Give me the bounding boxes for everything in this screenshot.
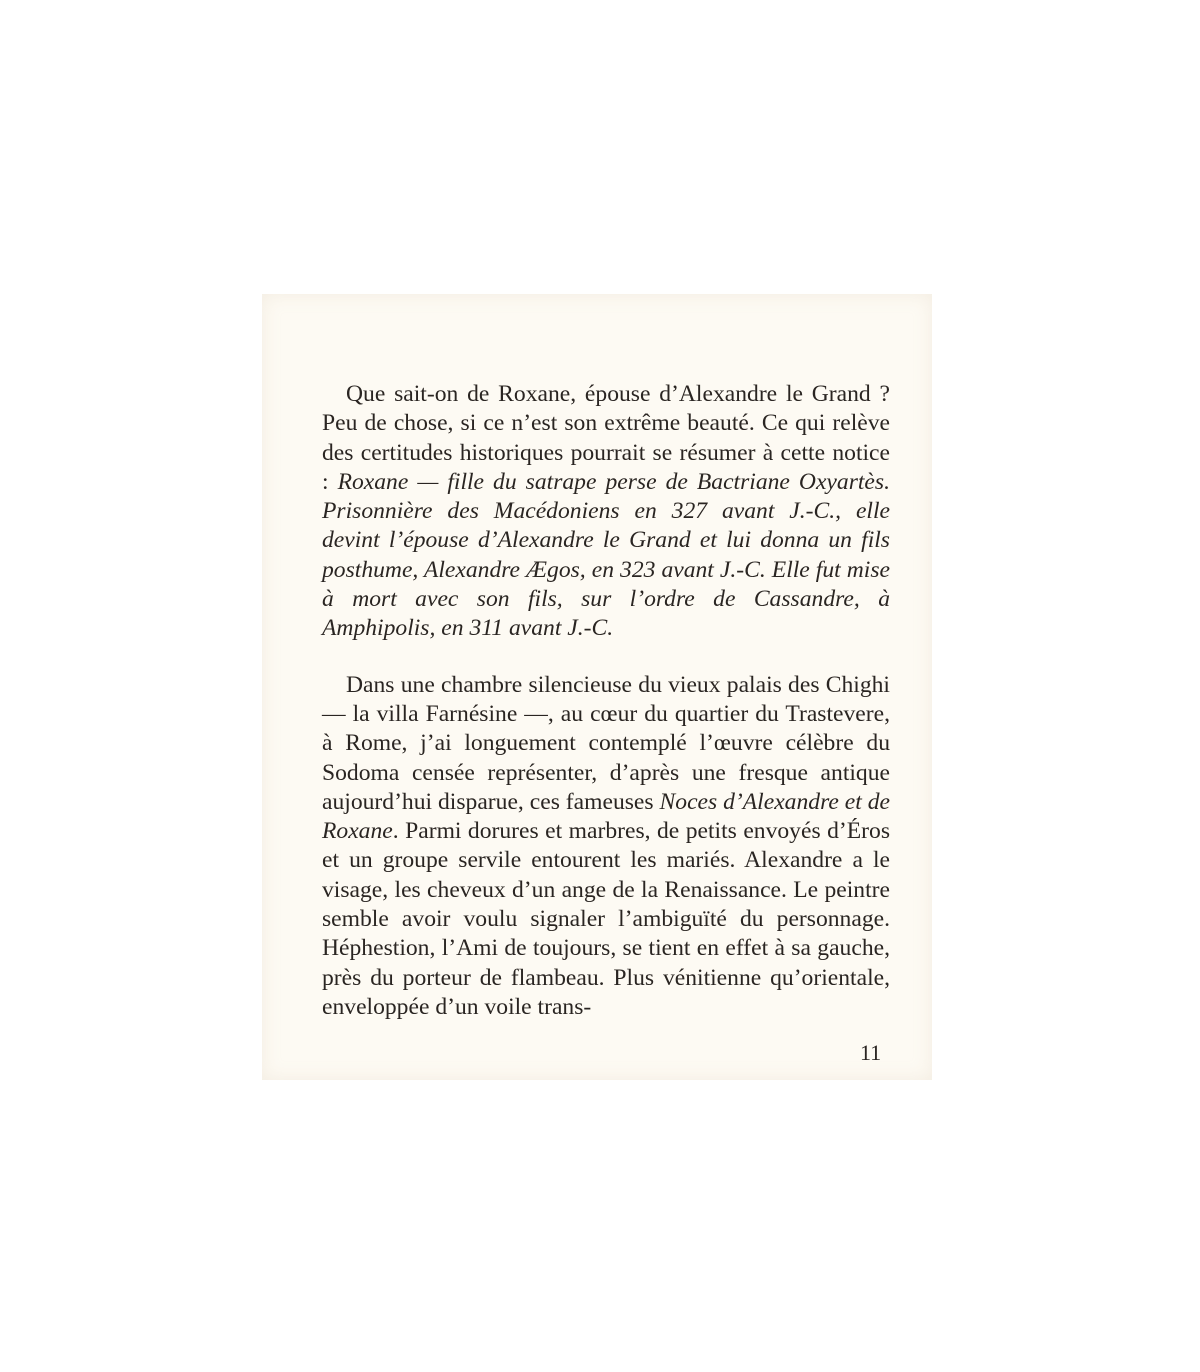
page-text: [322, 380, 890, 1022]
page-number: 11: [860, 1040, 882, 1065]
paragraph-farnesina-text-end: . Parmi dorures et marbres, de petits envoyés d’Éros et un groupe servile entourent les mariés. Alexandre a le visage, les cheveux d’un ange de la Renaissance. Le peintre semble avoir voulu signaler l’ambiguïté du personnage. Héphestion, l’Ami de toujours, se tient en effet à sa gauche, près du porteur de flambeau. Plus vénitienne qu’orientale, enveloppée d’un voile trans-: [322, 818, 890, 1020]
paragraph-intro: [322, 380, 890, 644]
book-page: [262, 294, 932, 1080]
paragraph-farnesina-text-start: Dans une chambre silencieuse du vieux palais des Chighi — la villa Farnésine —, au cœur du quartier du Trastevere, à Rome, j’ai longuement contemplé l’œuvre célèbre du Sodoma censée représenter, d’après une fresque antique aujourd’hui disparue, ces fameuses: [322, 671, 890, 815]
paragraph-farnesina: [322, 671, 890, 1023]
paragraph-intro-text: Que sait-on de Roxane, épouse d’Alexandre le Grand ? Peu de chose, si ce n’est son extrême beauté. Ce qui relève des certitudes historiques pourrait se résumer à cette notice :: [322, 381, 890, 495]
roxane-notice: Roxane — fille du satrape perse de Bactriane Oxyartès. Prisonnière des Macédoniens en 327 avant J.-C., elle devint l’épouse d’Alexandre le Grand et lui donna un fils posthume, Alexandre Ægos, en 323 avant J.-C. Elle fut mise à mort avec son fils, sur l’ordre de Cassandre, à Amphipolis, en 311 avant J.-C.: [322, 468, 890, 642]
artwork-title: Noces d’Alexandre et de Roxane: [322, 788, 890, 845]
